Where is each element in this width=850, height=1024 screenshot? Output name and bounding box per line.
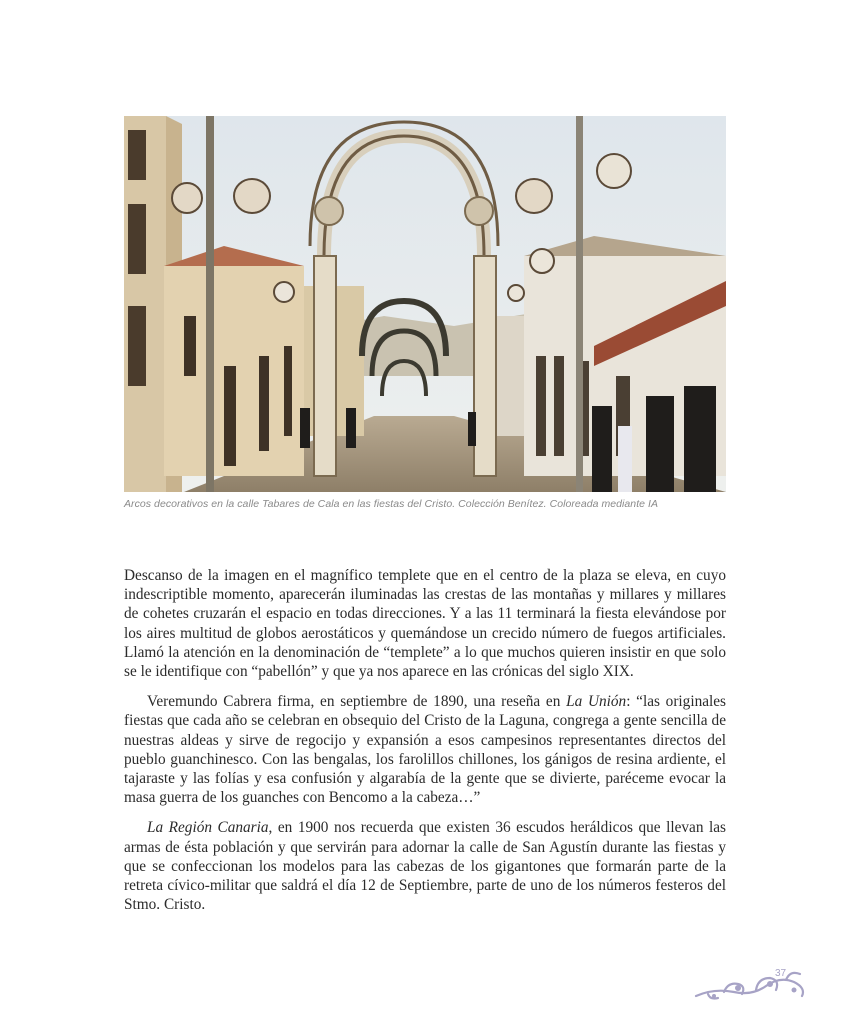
publication-title: La Región Canaria [147,819,269,837]
publication-title: La Unión [566,693,627,711]
paragraph [124,692,726,807]
paragraph-text: : “las originales fiestas que cada año se celebran en obsequio del Cristo de la Laguna, congrega a gente sencilla de nuestras aldeas y sirve de regocijo y expansión a esos campesinos representantes directos del pueblo guanchinesco. Con las bengalas, los farolillos chillones, los gánigos de resina ardiente, el tajaraste y las folías y esa confusión y algarabía de la gente que se divierte, paréceme evocar la masa guerra de los guanches con Bencomo a la cabeza…” [124,693,726,807]
paragraph-text: Descanso de la imagen en el magnífico templete que en el centro de la plaza se eleva, en cuyo indescriptible momento, aparecerán iluminadas las crestas de las montañas y millares y millares de cohetes cruzarán el espacio en todas direcciones. Y a las 11 terminará la fiesta elevándose por los aires multitud de globos aerostáticos y quemándose un crecido número de fuegos artificiales. Llamó la atención en la denominación de “templete” a lo que muchos quieren insistir en que solo se le identifique con “pabellón” y que ya nos aparece en las crónicas del siglo XIX. [124,567,726,681]
page-ornament [694,966,814,1002]
paragraph [124,818,726,914]
page-number: 37 [775,968,787,979]
paragraph-text: Veremundo Cabrera firma, en septiembre de 1890, una reseña en [147,693,567,711]
street-photo [124,116,726,492]
body-text [124,566,726,925]
paragraph-text: , en 1900 nos recuerda que existen 36 escudos heráldicos que llevan las armas de ésta población y que servirán para adornar la calle de San Agustín durante las fiestas y que se confeccionan los modelos para las cabezas de los gigantones que formarán parte de la retreta cívico-militar que saldrá el día 12 de Septiembre, parte de uno de los números festeros del Stmo. Cristo. [124,819,726,914]
figure-caption: Arcos decorativos en la calle Tabares de Cala en las fiestas del Cristo. Colección Benítez. Coloreada mediante IA [124,498,659,510]
paragraph [124,566,726,681]
street-arches-illustration [124,116,726,492]
